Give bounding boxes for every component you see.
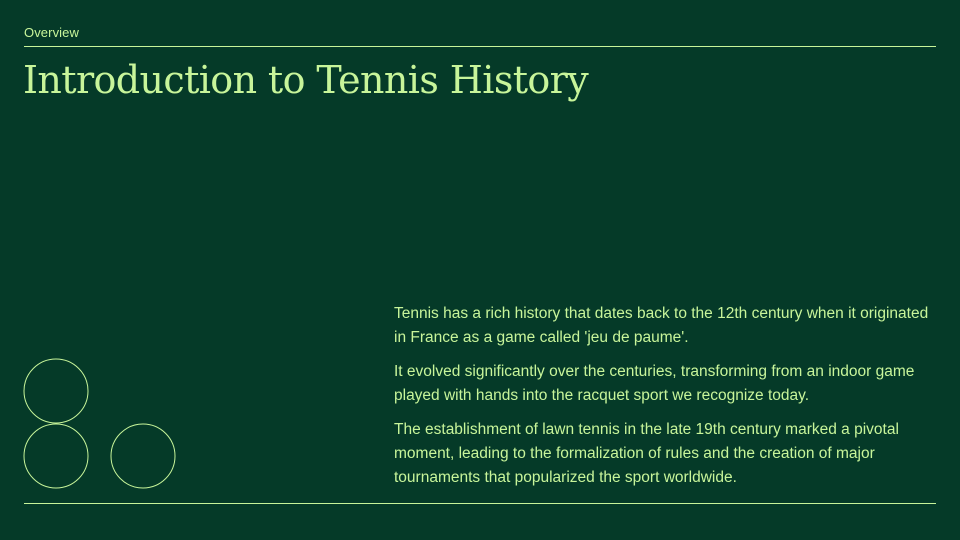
circle-top-left <box>24 359 88 423</box>
circle-bottom-right <box>111 424 175 488</box>
paragraph-3: The establishment of lawn tennis in the late 19th century marked a pivotal moment, leading to the formalization of rules and the creation of major tournaments that popularized the sport worldwide. <box>394 421 899 486</box>
bottom-divider <box>24 503 936 504</box>
slide-title: Introduction to Tennis History <box>23 58 589 102</box>
paragraph-2: It evolved significantly over the centuries, transforming from an indoor game played with hands into the racquet sport we recognize today. <box>394 363 915 404</box>
circle-bottom-left <box>24 424 88 488</box>
section-label: Overview <box>24 25 79 40</box>
body-text <box>394 302 934 500</box>
paragraph-1: Tennis has a rich history that dates back to the 12th century when it originated in France as a game called 'jeu de paume'. <box>394 305 929 346</box>
top-divider <box>24 46 936 47</box>
